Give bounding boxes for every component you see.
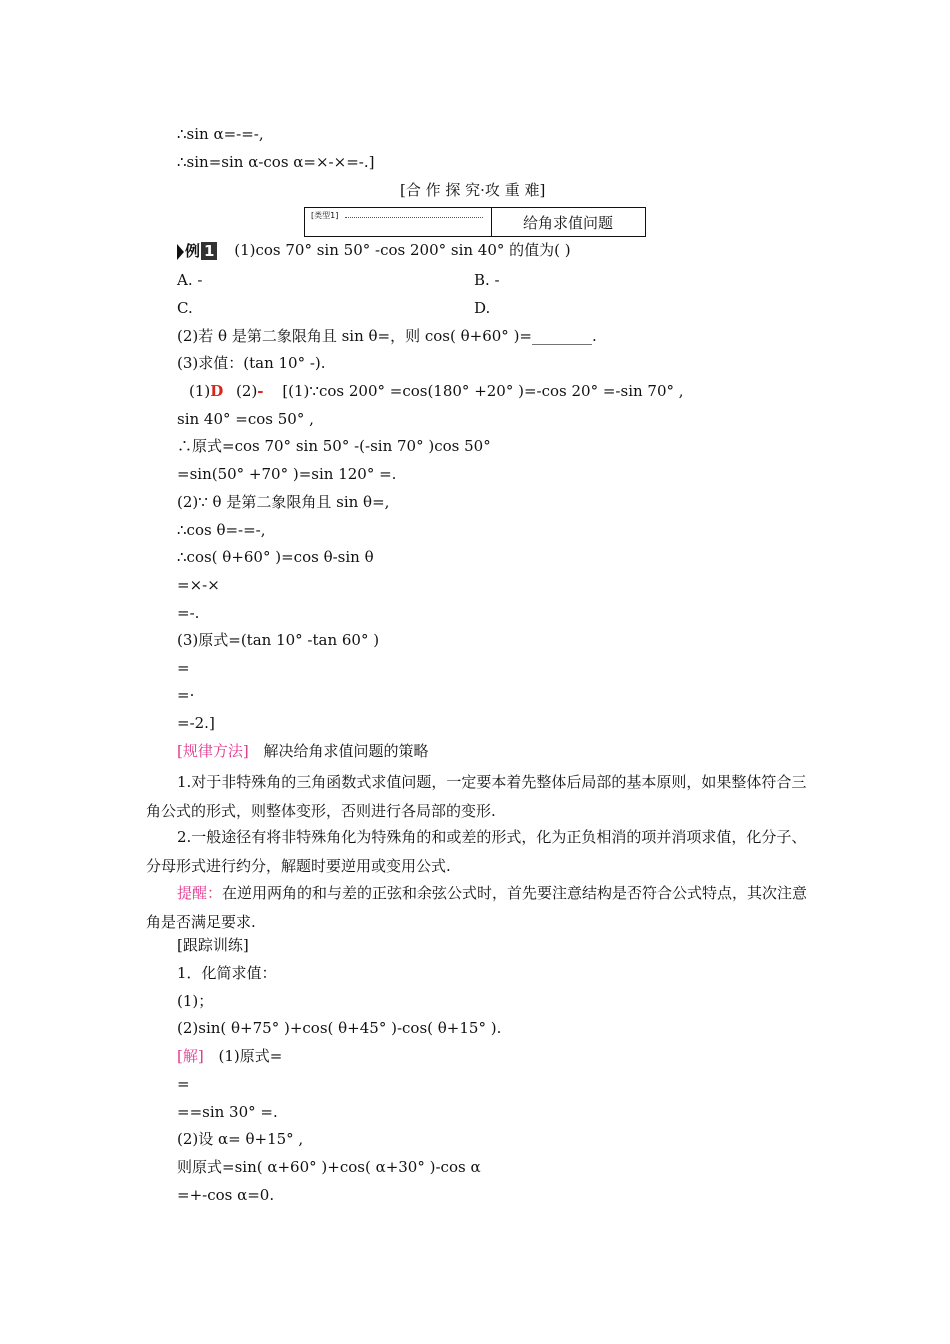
exercise-solution-2: ==sin 30° =. <box>177 1103 278 1121</box>
question-3: (3)求值：(tan 10° -). <box>177 354 326 372</box>
option-d: D. <box>474 299 491 317</box>
method-tag: [规律方法] <box>177 742 249 760</box>
solution-line-11: =· <box>177 686 195 704</box>
exercise-1-part-1: (1)； <box>177 992 214 1010</box>
solution-line-5: ∴cos θ=-=-, <box>177 521 266 539</box>
type-dotted-line <box>345 217 483 218</box>
type-box <box>304 207 646 237</box>
solution-line-4: (2)∵ θ 是第二象限角且 sin θ=, <box>177 493 390 511</box>
solution-line-7: =×-× <box>177 576 220 594</box>
line-sin-alpha: ∴sin α=-=-, <box>177 125 264 143</box>
example-badge <box>177 242 217 260</box>
solution-line-10: = <box>177 659 190 677</box>
example-line <box>177 240 571 260</box>
solution-line-3: =sin(50° +70° )=sin 120° =. <box>177 465 397 483</box>
solution-line-12: =-2.] <box>177 714 215 732</box>
line-sin-diff: ∴sin=sin α-cos α=×-×=-.] <box>177 153 375 171</box>
exercise-solution-4: 则原式=sin( α+60° )+cos( α+30° )-cos α <box>177 1158 481 1176</box>
answer-explanation: [(1)∵cos 200° =cos(180° +20° )=-cos 20° =-sin 70° , <box>282 382 684 400</box>
solution-line-6: ∴cos( θ+60° )=cos θ-sin θ <box>177 548 374 566</box>
solution-line-9: (3)原式=(tan 10° -tan 60° ) <box>177 631 380 649</box>
example-number: 1 <box>201 242 217 260</box>
tip-text: 在逆用两角的和与差的正弦和余弦公式时，首先要注意结构是否符合公式特点，其次注意角是否满足要求. <box>146 884 808 931</box>
solution-start: (1)原式= <box>218 1047 283 1065</box>
answer-2-value: - <box>257 382 264 400</box>
solution-line-8: =-. <box>177 604 200 622</box>
exercise-solution-1: = <box>177 1075 190 1093</box>
method-heading <box>177 741 429 761</box>
tip-tag: 提醒： <box>177 884 223 902</box>
option-c: C. <box>177 299 193 317</box>
example-question: (1)cos 70° sin 50° -cos 200° sin 40° 的值为( ) <box>234 241 571 259</box>
method-title: 解决给角求值问题的策略 <box>263 742 429 760</box>
exercise-solution-3: (2)设 α= θ+15° , <box>177 1130 304 1148</box>
solution-line-2: ∴原式=cos 70° sin 50° -(-sin 70° )cos 50° <box>177 437 491 455</box>
method-point-1: 1.对于非特殊角的三角函数式求值问题，一定要本着先整体后局部的基本原则，如果整体符合三角公式的形式，则整体变形，否则进行各局部的变形. <box>146 773 807 820</box>
tip-paragraph <box>146 879 810 937</box>
question-2: (2)若 θ 是第二象限角且 sin θ=，则 cos( θ+60° )=________. <box>177 327 597 345</box>
option-a: A. - <box>177 271 203 289</box>
solution-line-1: sin 40° =cos 50° , <box>177 410 314 428</box>
example-label: 例 <box>185 242 201 260</box>
method-point-2: 2.一般途径有将非特殊角化为特殊角的和或差的形式，化为正负相消的项并消项求值，化分子、分母形式进行约分，解题时要逆用或变用公式. <box>146 828 807 875</box>
answer-1-label: (1) <box>189 382 211 400</box>
option-b: B. - <box>474 271 500 289</box>
answer-1-value: D <box>210 382 224 400</box>
solution-tag: [解] <box>177 1047 204 1065</box>
exercise-solution-5: =+-cos α=0. <box>177 1186 275 1204</box>
section-header: [合 作 探 究·攻 重 难] <box>400 181 546 199</box>
play-arrow-icon <box>177 244 184 260</box>
answer-line <box>189 381 684 401</box>
type-title: 给角求值问题 <box>522 214 613 232</box>
exercise-solution-heading <box>177 1046 282 1066</box>
tracking-heading: [跟踪训练] <box>177 936 249 954</box>
exercise-1: 1．化简求值： <box>177 964 277 982</box>
exercise-1-part-2: (2)sin( θ+75° )+cos( θ+45° )-cos( θ+15° ). <box>177 1019 502 1037</box>
answer-2-label: (2) <box>236 382 258 400</box>
type-tag: [类型1] <box>311 211 339 220</box>
